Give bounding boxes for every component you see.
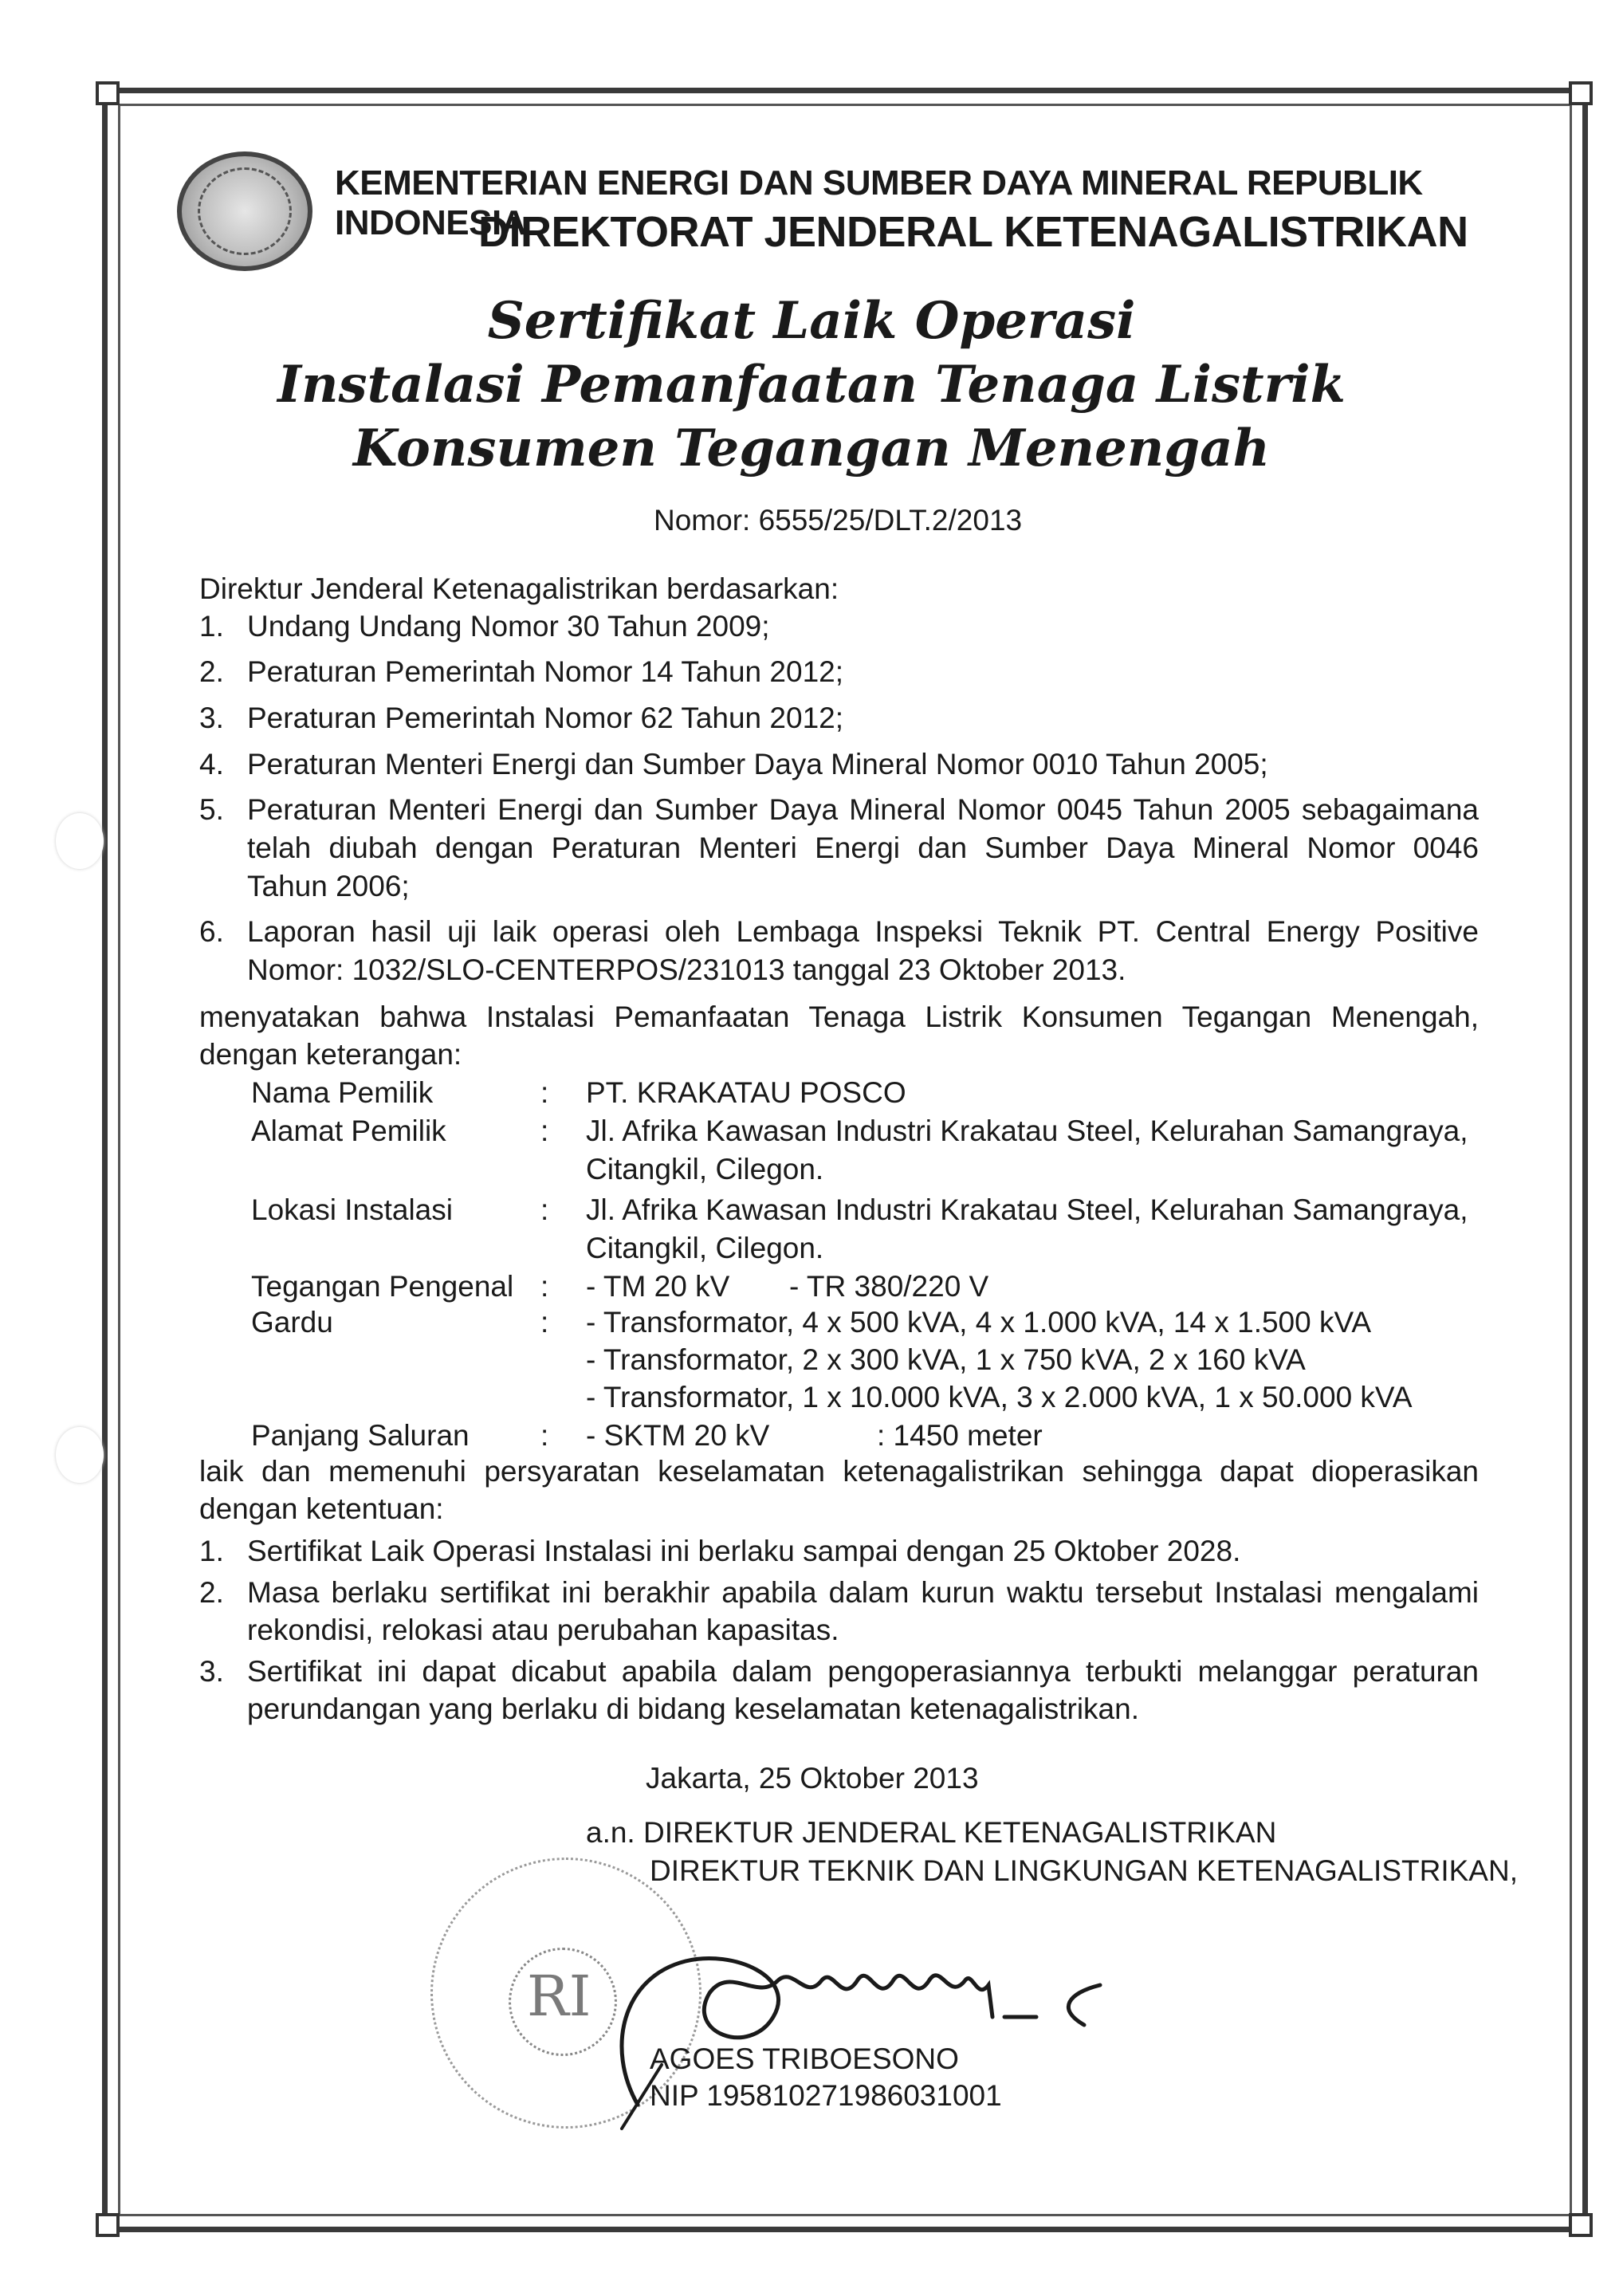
statement-text-continued: dengan keterangan: [199,1038,462,1071]
colon: : [540,1419,549,1452]
term-number: 2. [199,1576,224,1609]
basis-item: Peraturan Menteri Energi dan Sumber Daya Mineral Nomor 0045 Tahun 2005 sebagaimana [247,793,1479,826]
border-corner-top-right [1569,81,1593,105]
basis-number: 2. [199,655,224,688]
signatory-nip: NIP 195810271986031001 [650,2079,1002,2112]
installation-location-value: Jl. Afrika Kawasan Industri Krakatau Steel, Kelurahan Samangraya, [586,1193,1468,1226]
signatory-name: AGOES TRIBOESONO [650,2042,959,2075]
term-item-continued: rekondisi, relokasi atau perubahan kapasitas. [247,1614,839,1646]
basis-item: Laporan hasil uji laik operasi oleh Lembaga Inspeksi Teknik PT. Central Energy Positive [247,915,1479,948]
term-number: 3. [199,1655,224,1688]
basis-item: Undang Undang Nomor 30 Tahun 2009; [247,610,770,643]
term-item-continued: perundangan yang berlaku di bidang keselamatan ketenagalistrikan. [247,1693,1139,1725]
conclusion-text: laik dan memenuhi persyaratan keselamatan ketenagalistrikan sehingga dapat dioperasikan [199,1455,1479,1488]
ministry-seal-logo [177,151,312,271]
basis-item: Peraturan Pemerintah Nomor 14 Tahun 2012; [247,655,844,688]
rated-voltage-tr: - TR 380/220 V [789,1270,989,1303]
owner-address-value: Jl. Afrika Kawasan Industri Krakatau Steel, Kelurahan Samangraya, [586,1115,1468,1147]
conclusion-text-continued: dengan ketentuan: [199,1492,444,1525]
line-length-type: - SKTM 20 kV [586,1419,770,1452]
colon: : [540,1270,549,1303]
stamp-text: RI [527,1964,591,2029]
term-item: Sertifikat Laik Operasi Instalasi ini berlaku sampai dengan 25 Oktober 2028. [247,1535,1241,1567]
basis-number: 3. [199,702,224,734]
owner-address-value-continued: Citangkil, Cilegon. [586,1153,824,1185]
term-item: Sertifikat ini dapat dicabut apabila dalam pengoperasiannya terbukti melanggar peraturan [247,1655,1479,1688]
substation-transformer-line: - Transformator, 4 x 500 kVA, 4 x 1.000 kVA, 14 x 1.500 kVA [586,1306,1372,1339]
ministry-name: KEMENTERIAN ENERGI DAN SUMBER DAYA MINERAL REPUBLIK INDONESIA [335,163,1423,242]
term-number: 1. [199,1535,224,1567]
installation-location-value-continued: Citangkil, Cilegon. [586,1232,824,1264]
installation-location-label: Lokasi Instalasi [251,1193,453,1226]
basis-item-continued: Tahun 2006; [247,870,410,902]
basis-item-continued: Nomor: 1032/SLO-CENTERPOS/231013 tanggal 23 Oktober 2013. [247,953,1126,986]
line-length-label: Panjang Saluran [251,1419,470,1452]
punch-hole-upper [56,813,104,869]
directorate-name: DIREKTORAT JENDERAL KETENAGALISTRIKAN [478,208,1468,256]
colon: : [540,1076,549,1109]
rated-voltage-label: Tegangan Pengenal [251,1270,514,1303]
certificate-title-line-1: Sertifikat Laik Operasi [487,291,1136,351]
basis-number: 5. [199,793,224,826]
owner-name-value: PT. KRAKATAU POSCO [586,1076,906,1109]
substation-transformer-line: - Transformator, 2 x 300 kVA, 1 x 750 kVA, 2 x 160 kVA [586,1343,1306,1376]
signatory-position: DIREKTUR TEKNIK DAN LINGKUNGAN KETENAGALISTRIKAN, [650,1854,1518,1887]
basis-item-continued: telah diubah dengan Peraturan Menteri Energi dan Sumber Daya Mineral Nomor 0046 [247,832,1479,864]
basis-item: Peraturan Menteri Energi dan Sumber Daya Mineral Nomor 0010 Tahun 2005; [247,748,1268,780]
line-length-value: : 1450 meter [877,1419,1043,1452]
basis-item: Peraturan Pemerintah Nomor 62 Tahun 2012; [247,702,844,734]
owner-name-label: Nama Pemilik [251,1076,434,1109]
basis-number: 6. [199,915,224,948]
certificate-title-line-2: Instalasi Pemanfaatan Tenaga Listrik [277,355,1346,415]
substation-label: Gardu [251,1306,333,1339]
place-and-date: Jakarta, 25 Oktober 2013 [646,1762,979,1795]
owner-address-label: Alamat Pemilik [251,1115,446,1147]
border-corner-bottom-right [1569,2213,1593,2237]
border-corner-top-left [96,81,120,105]
colon: : [540,1193,549,1226]
certificate-number: Nomor: 6555/25/DLT.2/2013 [654,504,1023,537]
substation-transformer-line: - Transformator, 1 x 10.000 kVA, 3 x 2.000 kVA, 1 x 50.000 kVA [586,1381,1413,1413]
punch-hole-lower [56,1427,104,1483]
basis-number: 1. [199,610,224,643]
colon: : [540,1306,549,1339]
on-behalf-of: a.n. DIREKTUR JENDERAL KETENAGALISTRIKAN [586,1816,1277,1849]
rated-voltage-tm: - TM 20 kV [586,1270,730,1303]
basis-number: 4. [199,748,224,780]
intro-text: Direktur Jenderal Ketenagalistrikan berdasarkan: [199,572,839,605]
certificate-title-line-3: Konsumen Tegangan Menengah [352,419,1271,478]
colon: : [540,1115,549,1147]
border-corner-bottom-left [96,2213,120,2237]
statement-text: menyatakan bahwa Instalasi Pemanfaatan Tenaga Listrik Konsumen Tegangan Menengah, [199,1001,1479,1033]
term-item: Masa berlaku sertifikat ini berakhir apabila dalam kurun waktu tersebut Instalasi mengalami [247,1576,1479,1609]
